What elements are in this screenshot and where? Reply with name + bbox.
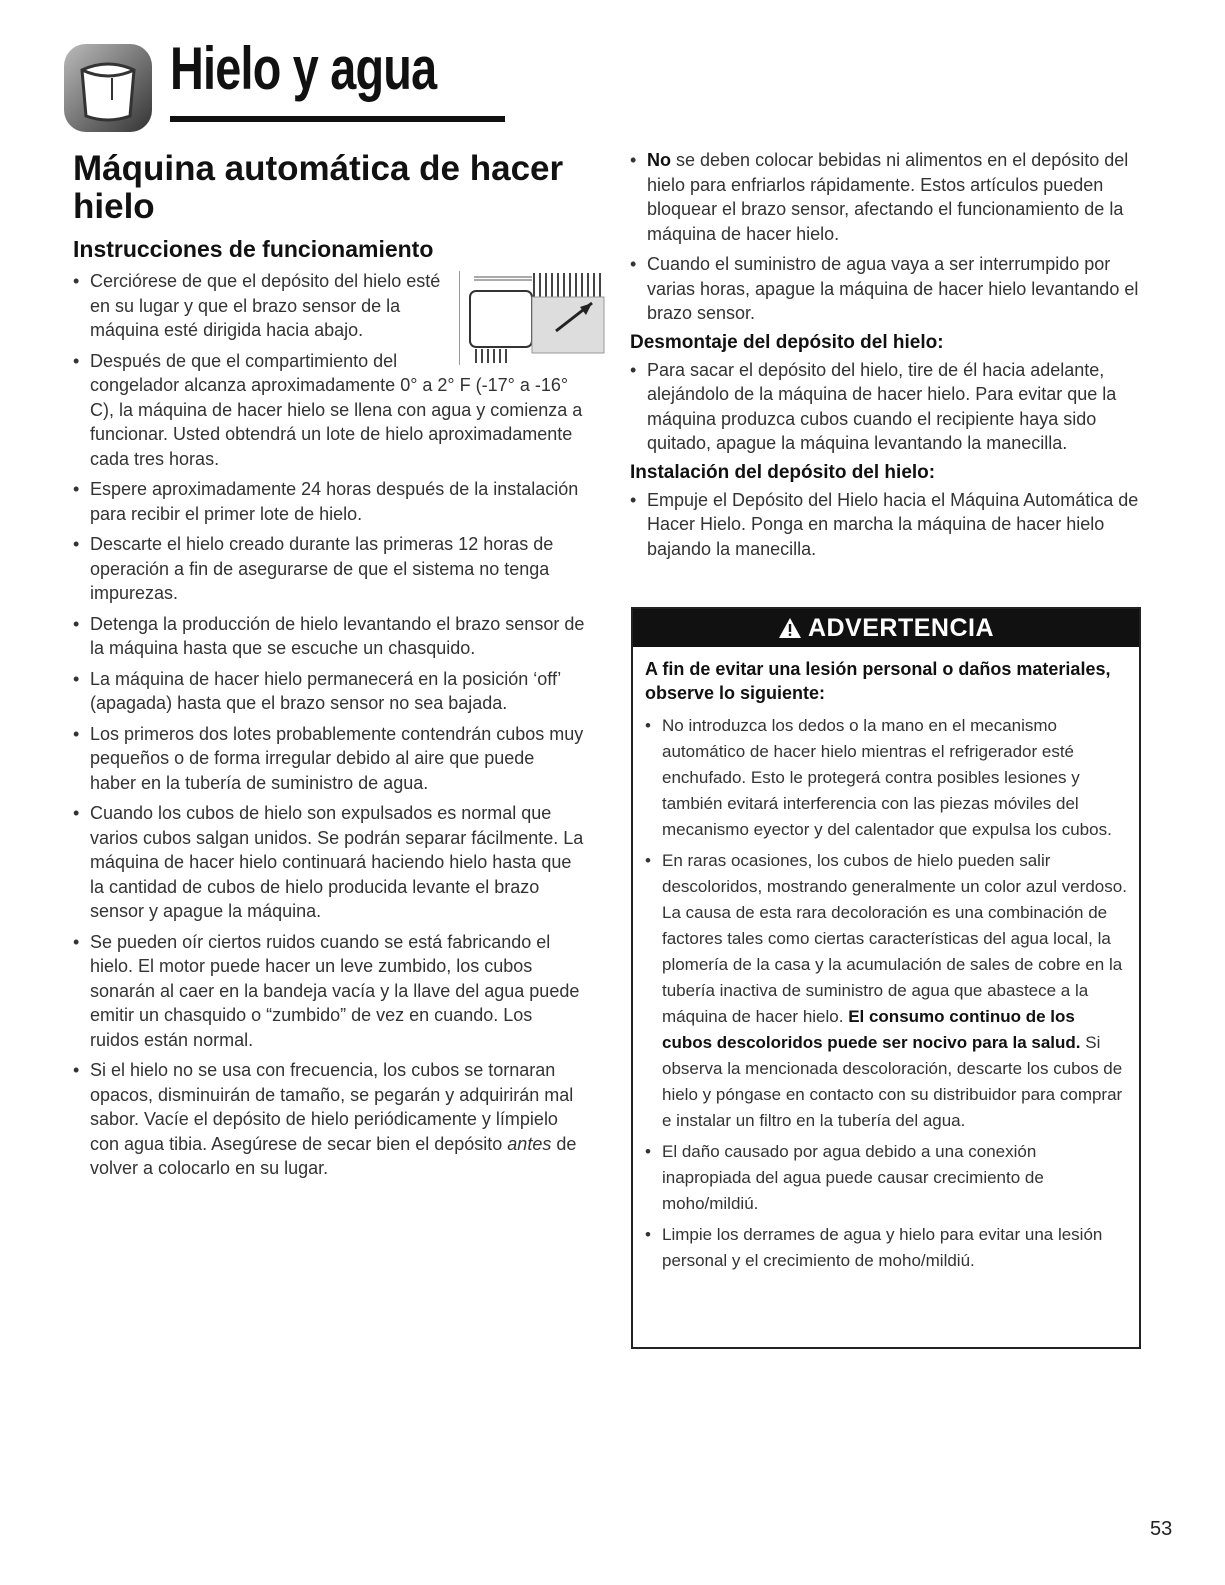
header-title: Hielo y agua: [170, 35, 437, 102]
warning-box: [631, 607, 1141, 1349]
list-item: [73, 269, 585, 343]
list-item: • La máquina de hacer hielo permanecerá en la posición ‘off’ (apagada) hasta que el brazo sensor no sea bajada.: [73, 667, 585, 716]
list-item-text: Si observa la mencionada descoloración, descarte los cubos de hielo y póngase en contacto con su distribuidor para comprar e instalar un filtro en la tubería del agua.: [662, 1033, 1123, 1130]
page-header: [62, 28, 462, 128]
list-item-text: Si el hielo no se usa con frecuencia, los cubos se tornaran opacos, disminuirán de tamaño, se pegarán y adquirirán mal sabor. Vacíe el depósito de hielo periódicamente y límpielo con agua tibia. Asegúrese de secar bien el depósito: [90, 1060, 574, 1154]
removal-heading: Desmontaje del depósito del hielo:: [630, 331, 944, 353]
warning-header: [633, 609, 1139, 647]
list-item: [645, 848, 1127, 1134]
list-item: • Detenga la producción de hielo levantando el brazo sensor de la máquina hasta que se escuche un chasquido.: [73, 612, 585, 661]
list-item: • Limpie los derrames de agua y hielo para evitar una lesión personal y el crecimiento de moho/mildiú.: [645, 1222, 1127, 1274]
list-item: • Espere aproximadamente 24 horas después de la instalación para recibir el primer lote de hielo.: [73, 477, 585, 526]
install-heading: Instalación del depósito del hielo:: [630, 461, 936, 483]
list-item: • El daño causado por agua debido a una conexión inapropiada del agua puede causar crecimiento de moho/mildiú.: [645, 1139, 1127, 1217]
list-item: • Los primeros dos lotes probablemente contendrán cubos muy pequeños o de forma irregular debido al aire que puede haber en la tubería de suministro de agua.: [73, 722, 585, 796]
bold-text: No: [647, 150, 671, 170]
warning-title: ADVERTENCIA: [807, 613, 995, 642]
left-column: [73, 150, 585, 1187]
warning-triangle-icon: [778, 617, 802, 639]
removal-list: [630, 358, 1145, 456]
header-rule: [170, 116, 505, 122]
emphasis-text: antes: [507, 1133, 552, 1154]
list-item: • Para sacar el depósito del hielo, tire de él hacia adelante, alejándolo de la máquina de hacer hielo. Para evitar que la máquina produzca cubos cuando el recipiente haya sido quitado, apague la máquina levantando la manecilla.: [630, 358, 1145, 456]
subsection-title: Instrucciones de funcionamiento: [73, 236, 434, 262]
warning-intro: A fin de evitar una lesión personal o daños materiales, observe lo siguiente:: [645, 659, 1111, 703]
list-item: • Cuando los cubos de hielo son expulsados es normal que varios cubos salgan unidos. Se podrán separar fácilmente. La máquina de hacer hielo continuará haciendo hielo hasta que la cantidad de cubos de hielo producida levante el brazo sensor y apague la máquina.: [73, 801, 585, 924]
list-item-text: Cerciórese de que el depósito del hielo esté en su lugar y que el brazo sensor de la máquina esté dirigida hacia abajo.: [90, 271, 441, 340]
section-title: Máquina automática de hacer hielo: [73, 149, 564, 226]
page-number: 53: [1150, 1518, 1173, 1540]
list-item-text: se deben colocar bebidas ni alimentos en el depósito del hielo para enfriarlos rápidamente. Estos artículos pueden bloquear el brazo sensor, afectando el funcionamiento de la máquina de hacer hielo.: [647, 150, 1129, 244]
bold-text: El consumo continuo de los cubos descoloridos puede ser nocivo para la salud.: [662, 1007, 1081, 1052]
install-list: [630, 488, 1145, 562]
list-item: • Descarte el hielo creado durante las primeras 12 horas de operación a fin de asegurarse de que el sistema no tenga impurezas.: [73, 532, 585, 606]
list-item-text: de volver a colocarlo en su lugar.: [90, 1133, 577, 1178]
right-column: [630, 148, 1145, 567]
list-item: • Después de que el compartimiento del congelador alcanza aproximadamente 0° a 2° F (-17° a -16° C), la máquina de hacer hielo se llena con agua y comienza a funcionar. Usted obtendrá un lote de hielo aproximadamente cada tres horas.: [73, 349, 585, 472]
list-item: [73, 1058, 585, 1181]
list-item-text: En raras ocasiones, los cubos de hielo pueden salir descoloridos, mostrando generalmente un color azul verdoso. La causa de esta rara decoloración es una combinación de factores tales como ciertas características del agua local, la plomería de la casa y la acumulación de sales de cobre en la tubería inactiva de suministro de agua que abastece a la máquina de hacer hielo.: [662, 851, 1127, 1026]
ice-bucket-icon: [62, 42, 154, 134]
list-item: • Empuje el Depósito del Hielo hacia el Máquina Automática de Hacer Hielo. Ponga en marcha la máquina de hacer hielo bajando la manecilla.: [630, 488, 1145, 562]
notes-list: [630, 148, 1145, 326]
warning-list: [645, 713, 1127, 1274]
instructions-list: [73, 269, 585, 1181]
list-item: • Se pueden oír ciertos ruidos cuando se está fabricando el hielo. El motor puede hacer un leve zumbido, los cubos sonarán al caer en la bandeja vacía y la llave del agua puede emitir un chasquido o “zumbido” de vez en cuando. Los ruidos están normal.: [73, 930, 585, 1053]
list-item: • Cuando el suministro de agua vaya a ser interrumpido por varias horas, apague la máquina de hacer hielo levantando el brazo sensor.: [630, 252, 1145, 326]
list-item: [630, 148, 1145, 246]
warning-body: [633, 647, 1139, 1274]
list-item: • No introduzca los dedos o la mano en el mecanismo automático de hacer hielo mientras el refrigerador esté enchufado. Esto le protegerá contra posibles lesiones y también evitará interferencia con las piezas móviles del mecanismo eyector y del calentador que expulsa los cubos.: [645, 713, 1127, 843]
